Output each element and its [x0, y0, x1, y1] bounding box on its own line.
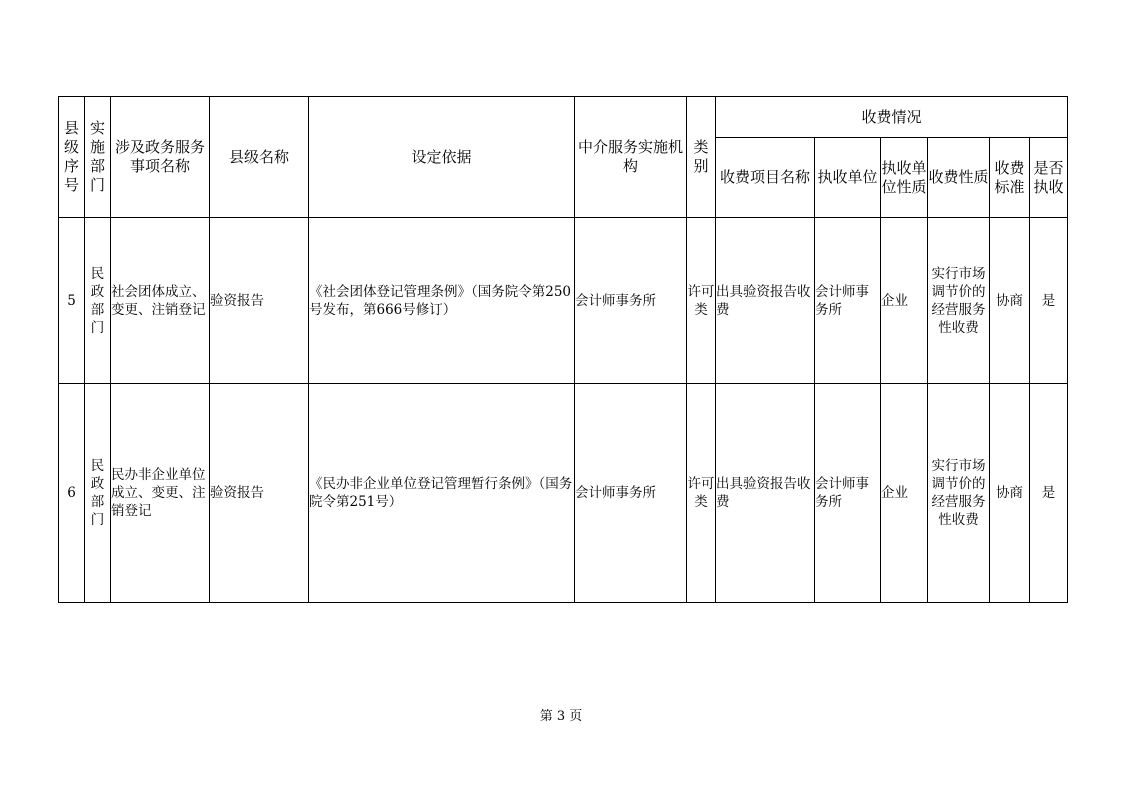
page-number: 第 3 页 — [539, 709, 583, 724]
header-fee-group: 收费情况 — [716, 97, 1068, 138]
header-collector-nature: 执收单位性质 — [881, 138, 928, 218]
header-category: 类别 — [687, 97, 716, 218]
header-county-name: 县级名称 — [210, 97, 309, 218]
header-fee-standard: 收费标准 — [990, 138, 1030, 218]
header-is-collect: 是否执收 — [1030, 138, 1068, 218]
header-fee-nature: 收费性质 — [928, 138, 990, 218]
cell-agency: 会计师事务所 — [575, 384, 687, 603]
cell-seq: 5 — [59, 218, 85, 384]
header-matter: 涉及政务服务事项名称 — [111, 97, 210, 218]
cell-category: 许可类 — [687, 218, 716, 384]
cell-dept: 民政部门 — [85, 384, 111, 603]
cell-is-collect: 是 — [1030, 218, 1068, 384]
cell-matter: 民办非企业单位成立、变更、注销登记 — [111, 384, 210, 603]
cell-dept: 民政部门 — [85, 218, 111, 384]
cell-county-name: 验资报告 — [210, 384, 309, 603]
table-row — [59, 218, 1068, 384]
cell-category: 许可类 — [687, 384, 716, 603]
header-agency: 中介服务实施机构 — [575, 97, 687, 218]
cell-agency: 会计师事务所 — [575, 218, 687, 384]
cell-collector-nature: 企业 — [881, 384, 928, 603]
cell-basis: 《社会团体登记管理条例》（国务院令第250号发布，第666号修订） — [309, 218, 575, 384]
cell-collector: 会计师事务所 — [815, 218, 881, 384]
fee-table — [58, 96, 1068, 603]
header-dept: 实施部门 — [85, 97, 111, 218]
cell-fee-standard: 协商 — [990, 384, 1030, 603]
cell-seq: 6 — [59, 384, 85, 603]
cell-collector: 会计师事务所 — [815, 384, 881, 603]
cell-fee-item: 出具验资报告收费 — [716, 384, 815, 603]
cell-is-collect: 是 — [1030, 384, 1068, 603]
cell-fee-nature: 实行市场调节价的经营服务性收费 — [928, 384, 990, 603]
cell-collector-nature: 企业 — [881, 218, 928, 384]
cell-county-name: 验资报告 — [210, 218, 309, 384]
header-collector: 执收单位 — [815, 138, 881, 218]
header-basis: 设定依据 — [309, 97, 575, 218]
header-fee-item: 收费项目名称 — [716, 138, 815, 218]
cell-matter: 社会团体成立、变更、注销登记 — [111, 218, 210, 384]
cell-fee-nature: 实行市场调节价的经营服务性收费 — [928, 218, 990, 384]
table-row — [59, 384, 1068, 603]
header-row-1 — [59, 97, 1068, 138]
cell-basis: 《民办非企业单位登记管理暂行条例》（国务院令第251号） — [309, 384, 575, 603]
cell-fee-standard: 协商 — [990, 218, 1030, 384]
cell-fee-item: 出具验资报告收费 — [716, 218, 815, 384]
header-seq: 县级序号 — [59, 97, 85, 218]
